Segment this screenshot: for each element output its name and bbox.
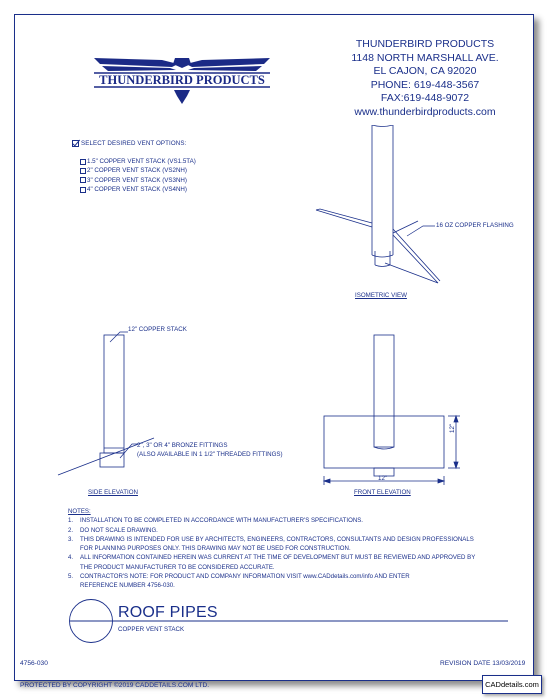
checkbox-icon[interactable]	[80, 159, 86, 165]
fittings-label: 2", 3" OR 4" BRONZE FITTINGS (ALSO AVAILABLE IN 1 1/2" THREADED FITTINGS)	[137, 442, 283, 458]
vent-option[interactable]: 1.5" COPPER VENT STACK (VS1.5TA)	[80, 157, 196, 166]
notes-heading: NOTES:	[68, 508, 91, 515]
reference-number: 4756-030	[20, 660, 48, 667]
company-name: THUNDERBIRD PRODUCTS	[355, 38, 495, 50]
logo-text: THUNDERBIRD PRODUCTS	[99, 73, 265, 87]
logo-left-wing-top	[94, 58, 178, 67]
logo-head	[173, 58, 191, 68]
stack-leader-line	[108, 330, 132, 344]
width-dimension: 12"	[378, 475, 388, 482]
logo-left-wing-mid	[102, 66, 176, 71]
isometric-view-drawing	[300, 125, 450, 290]
company-fax: FAX:619-448-9072	[380, 92, 470, 105]
company-phone: PHONE: 619-448-3567	[370, 78, 480, 91]
caddetails-badge[interactable]: CADdetails.com	[482, 675, 542, 694]
side-elevation-drawing	[50, 330, 160, 490]
side-elevation-label: SIDE ELEVATION	[88, 489, 138, 496]
front-elevation-label: FRONT ELEVATION	[354, 489, 411, 496]
vent-option[interactable]: 3" COPPER VENT STACK (VS3NH)	[80, 176, 196, 185]
drawing-title: ROOF PIPES	[118, 604, 218, 621]
checked-checkbox-icon[interactable]	[72, 140, 79, 147]
height-dimension: 12"	[449, 423, 456, 433]
drawing-subtitle: COPPER VENT STACK	[118, 626, 185, 633]
note-item: 4. ALL INFORMATION CONTAINED HEREIN WAS CURRENT AT THE TIME OF DEVELOPMENT BUT MUST BE REVIEWED AND APPROVED BY	[68, 554, 476, 562]
thunderbird-logo	[92, 52, 272, 106]
revision-date: REVISION DATE 13/03/2019	[440, 660, 526, 667]
vent-option[interactable]: 2" COPPER VENT STACK (VS2NH)	[80, 166, 196, 175]
flashing-leader-line	[405, 224, 439, 238]
notes-block: NOTES: 1. INSTALLATION TO BE COMPLETED IN ACCORDANCE WITH MANUFACTURER'S SPECIFICATIONS. 2. DO NOT SCALE DRAWING. 3. THIS DRAWING IS INTENDED FOR USE BY ARCHITECTS, ENGINEERS, CONTRACTORS, CONSULTANTS AND DESIGN PROFESSIONALS FOR PLANNING PURPOSES ONLY. THIS DRAWING MAY NOT BE USED FOR CONSTRUCTION. 4. ALL INFORMATION CONTAINED HEREIN WAS CURRENT AT THE TIME OF DEVELOPMENT BUT MUST BE REVIEWED AND APPROVED BY THE PRODUCT MANUFACTURER TO BE CONSIDERED ACCURATE. 5. CONTRACTOR'S NOTE: FOR PRODUCT AND COMPANY INFORMATION VISIT www.CADdetails.com/info AND ENTER REFERENCE NUMBER 4756-030.	[68, 508, 476, 589]
note-item: 2. DO NOT SCALE DRAWING.	[68, 526, 158, 534]
logo-right-wing-mid	[188, 66, 262, 71]
vent-options-heading: SELECT DESIRED VENT OPTIONS:	[72, 140, 186, 147]
note-item: 1. INSTALLATION TO BE COMPLETED IN ACCORDANCE WITH MANUFACTURER'S SPECIFICATIONS.	[68, 517, 363, 525]
checkbox-icon[interactable]	[80, 177, 86, 183]
note-item: 3. THIS DRAWING IS INTENDED FOR USE BY ARCHITECTS, ENGINEERS, CONTRACTORS, CONSULTANTS AND DESIGN PROFESSIONALS	[68, 535, 474, 543]
logo-right-wing-top	[186, 58, 270, 67]
copper-stack-label: 12" COPPER STACK	[128, 326, 187, 333]
vent-options-list	[80, 157, 196, 194]
isometric-view-label: ISOMETRIC VIEW	[355, 292, 407, 299]
company-info	[330, 38, 520, 120]
flashing-label: 16 OZ COPPER FLASHING	[436, 222, 514, 229]
fittings-leader-line	[118, 440, 142, 462]
front-elevation-drawing	[310, 330, 470, 490]
note-item: 5. CONTRACTOR'S NOTE: FOR PRODUCT AND COMPANY INFORMATION VISIT www.CADdetails.com/info AND ENTER	[68, 572, 410, 580]
company-website[interactable]: www.thunderbirdproducts.com	[354, 105, 496, 118]
copyright-notice: PROTECTED BY COPYRIGHT ©2019 CADDETAILS.COM LTD.	[20, 682, 210, 689]
logo-tail	[174, 90, 190, 104]
company-city: EL CAJON, CA 92020	[373, 65, 477, 78]
vent-option[interactable]: 4" COPPER VENT STACK (VS4NH)	[80, 185, 196, 194]
company-address: 1148 NORTH MARSHALL AVE.	[351, 51, 499, 64]
checkbox-icon[interactable]	[80, 187, 86, 193]
checkbox-icon[interactable]	[80, 168, 86, 174]
